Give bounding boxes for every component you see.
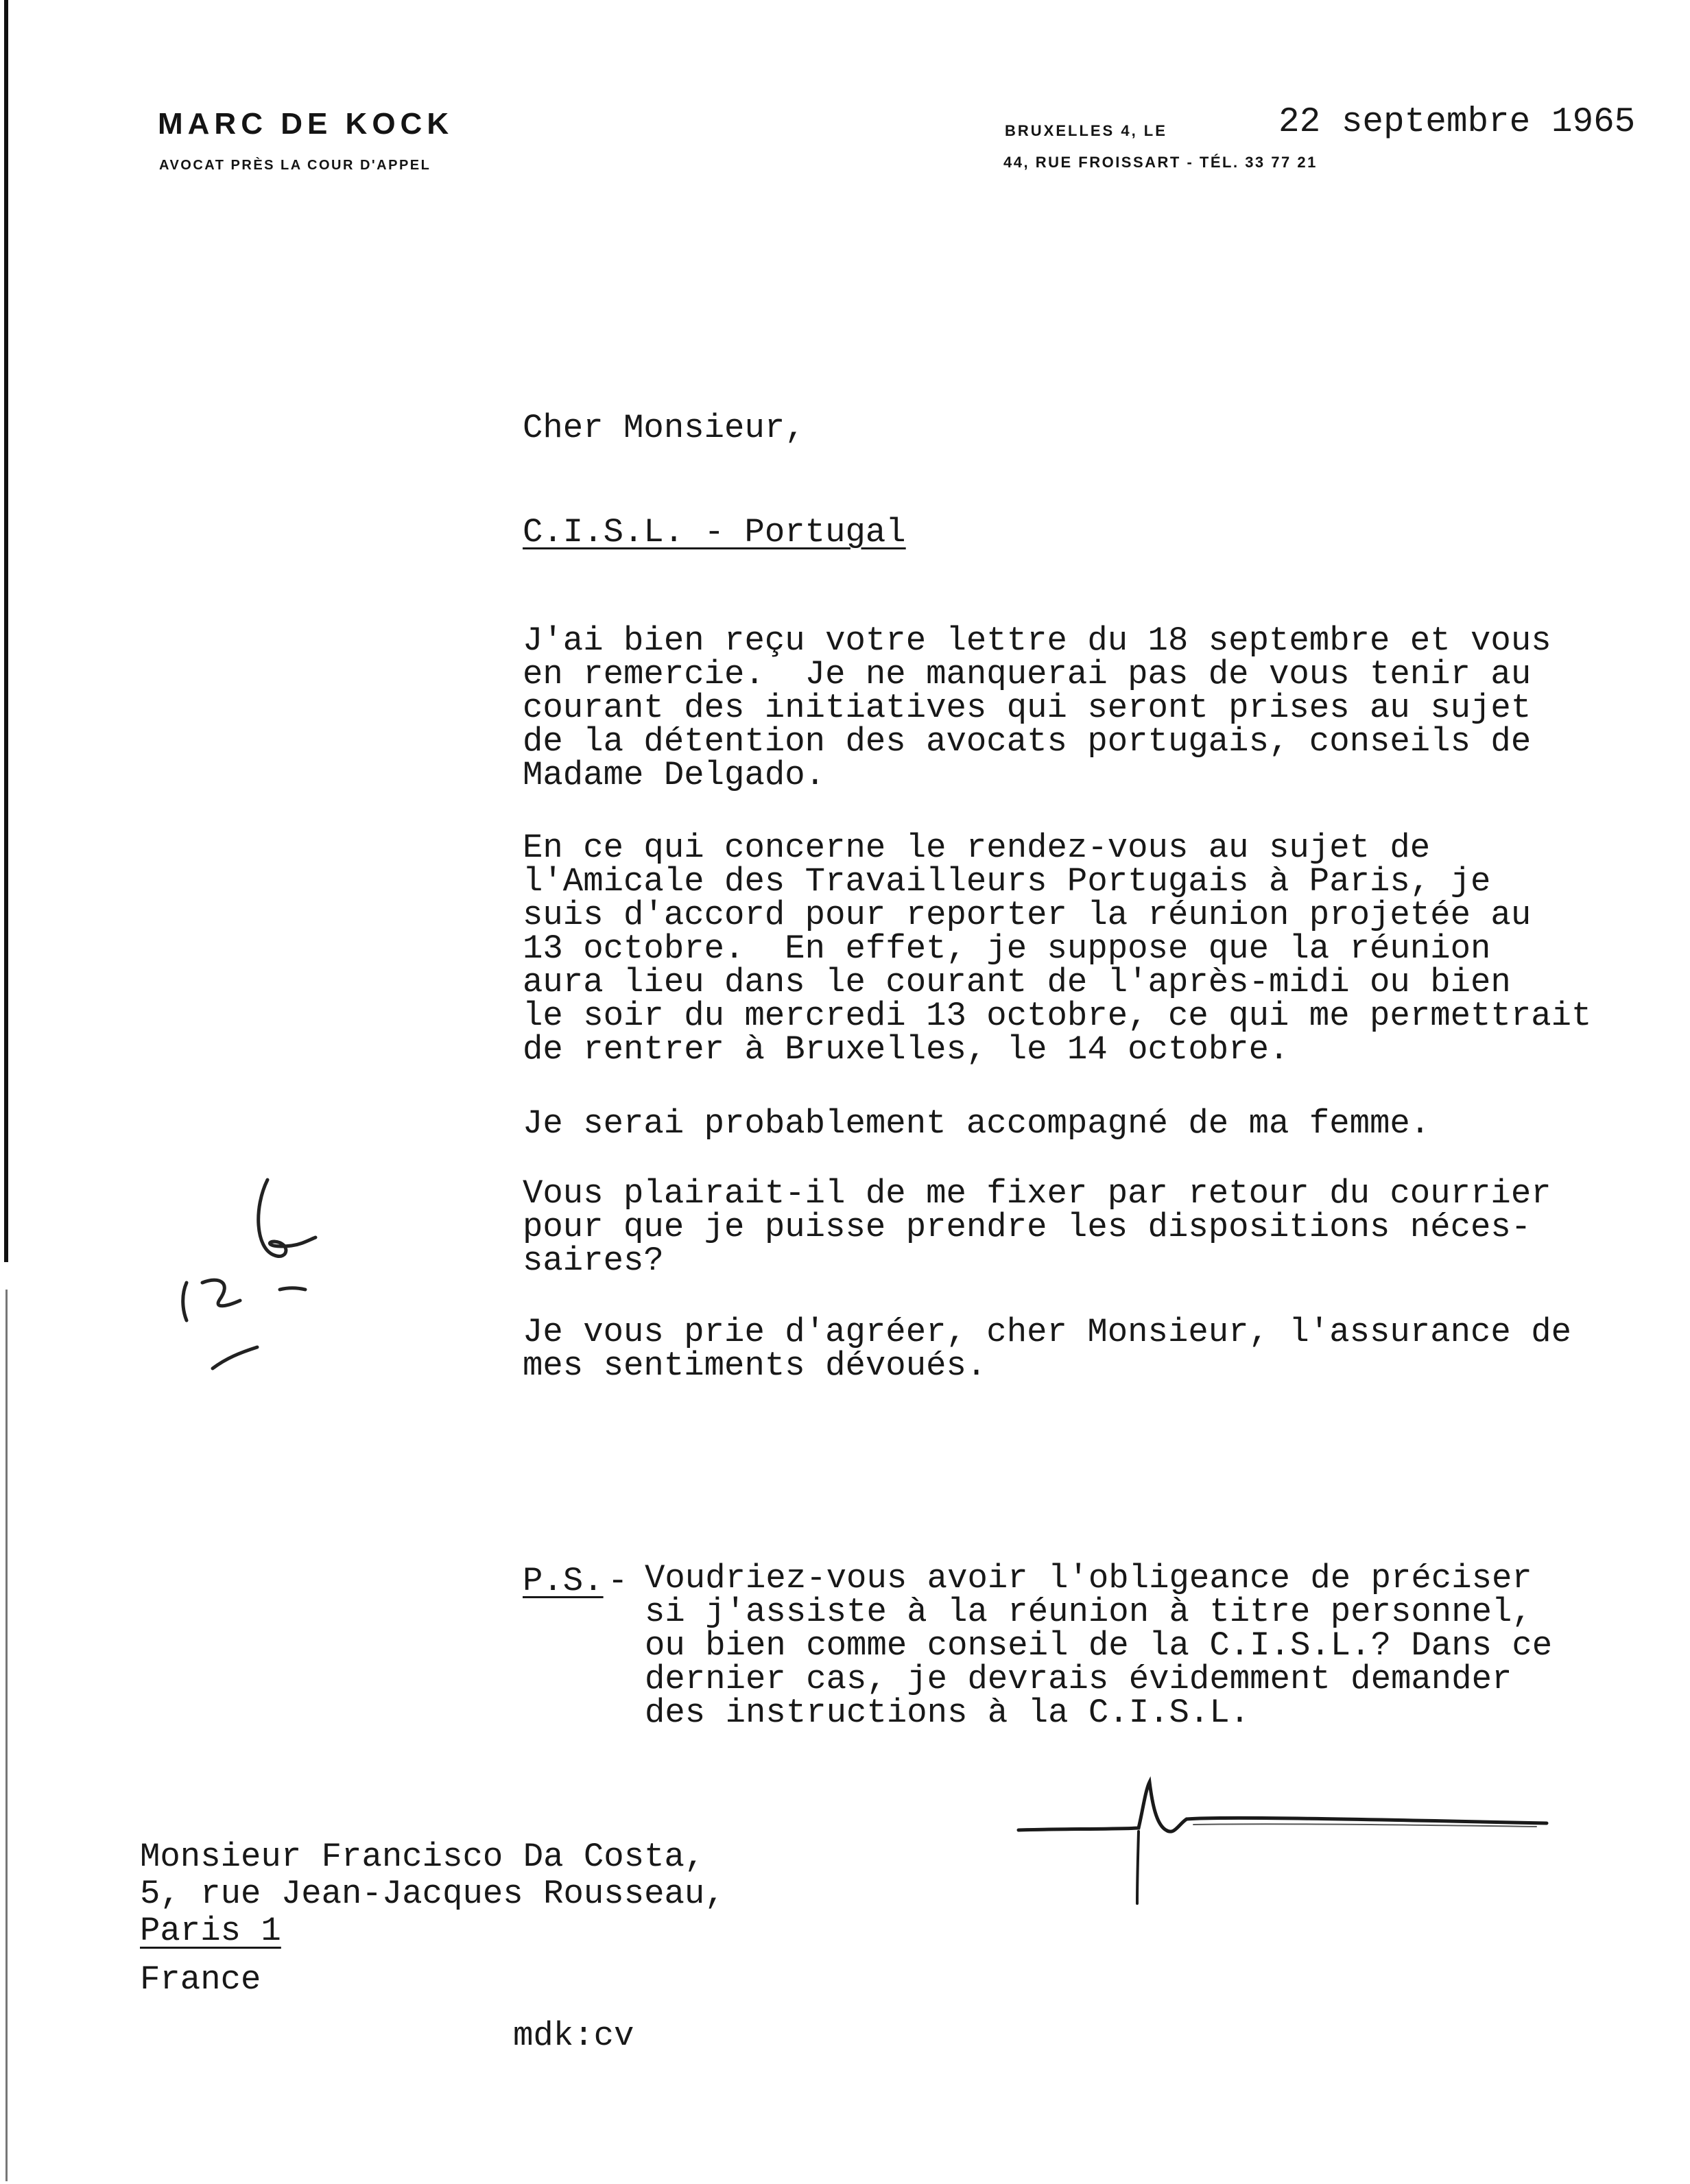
letterhead-address: 44, RUE FROISSART - TÉL. 33 77 21	[1003, 154, 1318, 171]
postscript-text: Voudriez-vous avoir l'obligeance de préciser si j'assiste à la réunion à titre personnel, ou bien comme conseil de la C.I.S.L.? Dans ce dernier cas, je devrais évidemment demander des instructions à la C.I.S.L.	[645, 1559, 1553, 1732]
handwritten-note-126-icon	[171, 1180, 336, 1386]
body-paragraph-4: Vous plairait-il de me fixer par retour du courrier pour que je puisse prendre les dispositions néces- saires?	[523, 1174, 1551, 1280]
scan-page-edge	[4, 0, 8, 1262]
recipient-line-1: Monsieur Francisco Da Costa,	[140, 1838, 705, 1876]
letterhead-title: AVOCAT PRÈS LA COUR D'APPEL	[159, 158, 431, 173]
subject-line: C.I.S.L. - Portugal	[523, 513, 906, 551]
closing-paragraph: Je vous prie d'agréer, cher Monsieur, l'assurance de mes sentiments dévoués.	[523, 1313, 1572, 1385]
scan-page-edge-lower	[5, 1290, 8, 2181]
salutation: Cher Monsieur,	[523, 409, 805, 447]
recipient-city: Paris 1	[140, 1912, 281, 1950]
postscript-dash: -	[608, 1562, 628, 1600]
signature-icon	[1015, 1777, 1550, 1914]
body-paragraph-3: Je serai probablement accompagné de ma femme.	[523, 1104, 1431, 1143]
recipient-country: France	[140, 1960, 261, 1999]
body-paragraph-1: J'ai bien reçu votre lettre du 18 septembre et vous en remercie. Je ne manquerai pas de vous tenir au courant des initiatives qui seront prises au sujet de la détention des avocats portugais, conseils de Madame Delgado.	[523, 621, 1551, 794]
letterhead-name: MARC DE KOCK	[158, 107, 454, 141]
reference-initials: mdk:cv	[513, 2017, 634, 2055]
letter-date: 22 septembre 1965	[1278, 103, 1636, 142]
letterhead-city: BRUXELLES 4, LE	[1005, 122, 1167, 139]
recipient-line-2: 5, rue Jean-Jacques Rousseau,	[140, 1875, 725, 1913]
recipient-address	[140, 1838, 725, 1949]
postscript-label: P.S.	[523, 1562, 604, 1600]
body-paragraph-2: En ce qui concerne le rendez-vous au sujet de l'Amicale des Travailleurs Portugais à Paris, je suis d'accord pour reporter la réunion projetée au 13 octobre. En effet, je suppose que la réunion aura lieu dans le courant de l'après-midi ou bien le soir du mercredi 13 octobre, ce qui me permettrait de rentrer à Bruxelles, le 14 octobre.	[523, 829, 1592, 1069]
